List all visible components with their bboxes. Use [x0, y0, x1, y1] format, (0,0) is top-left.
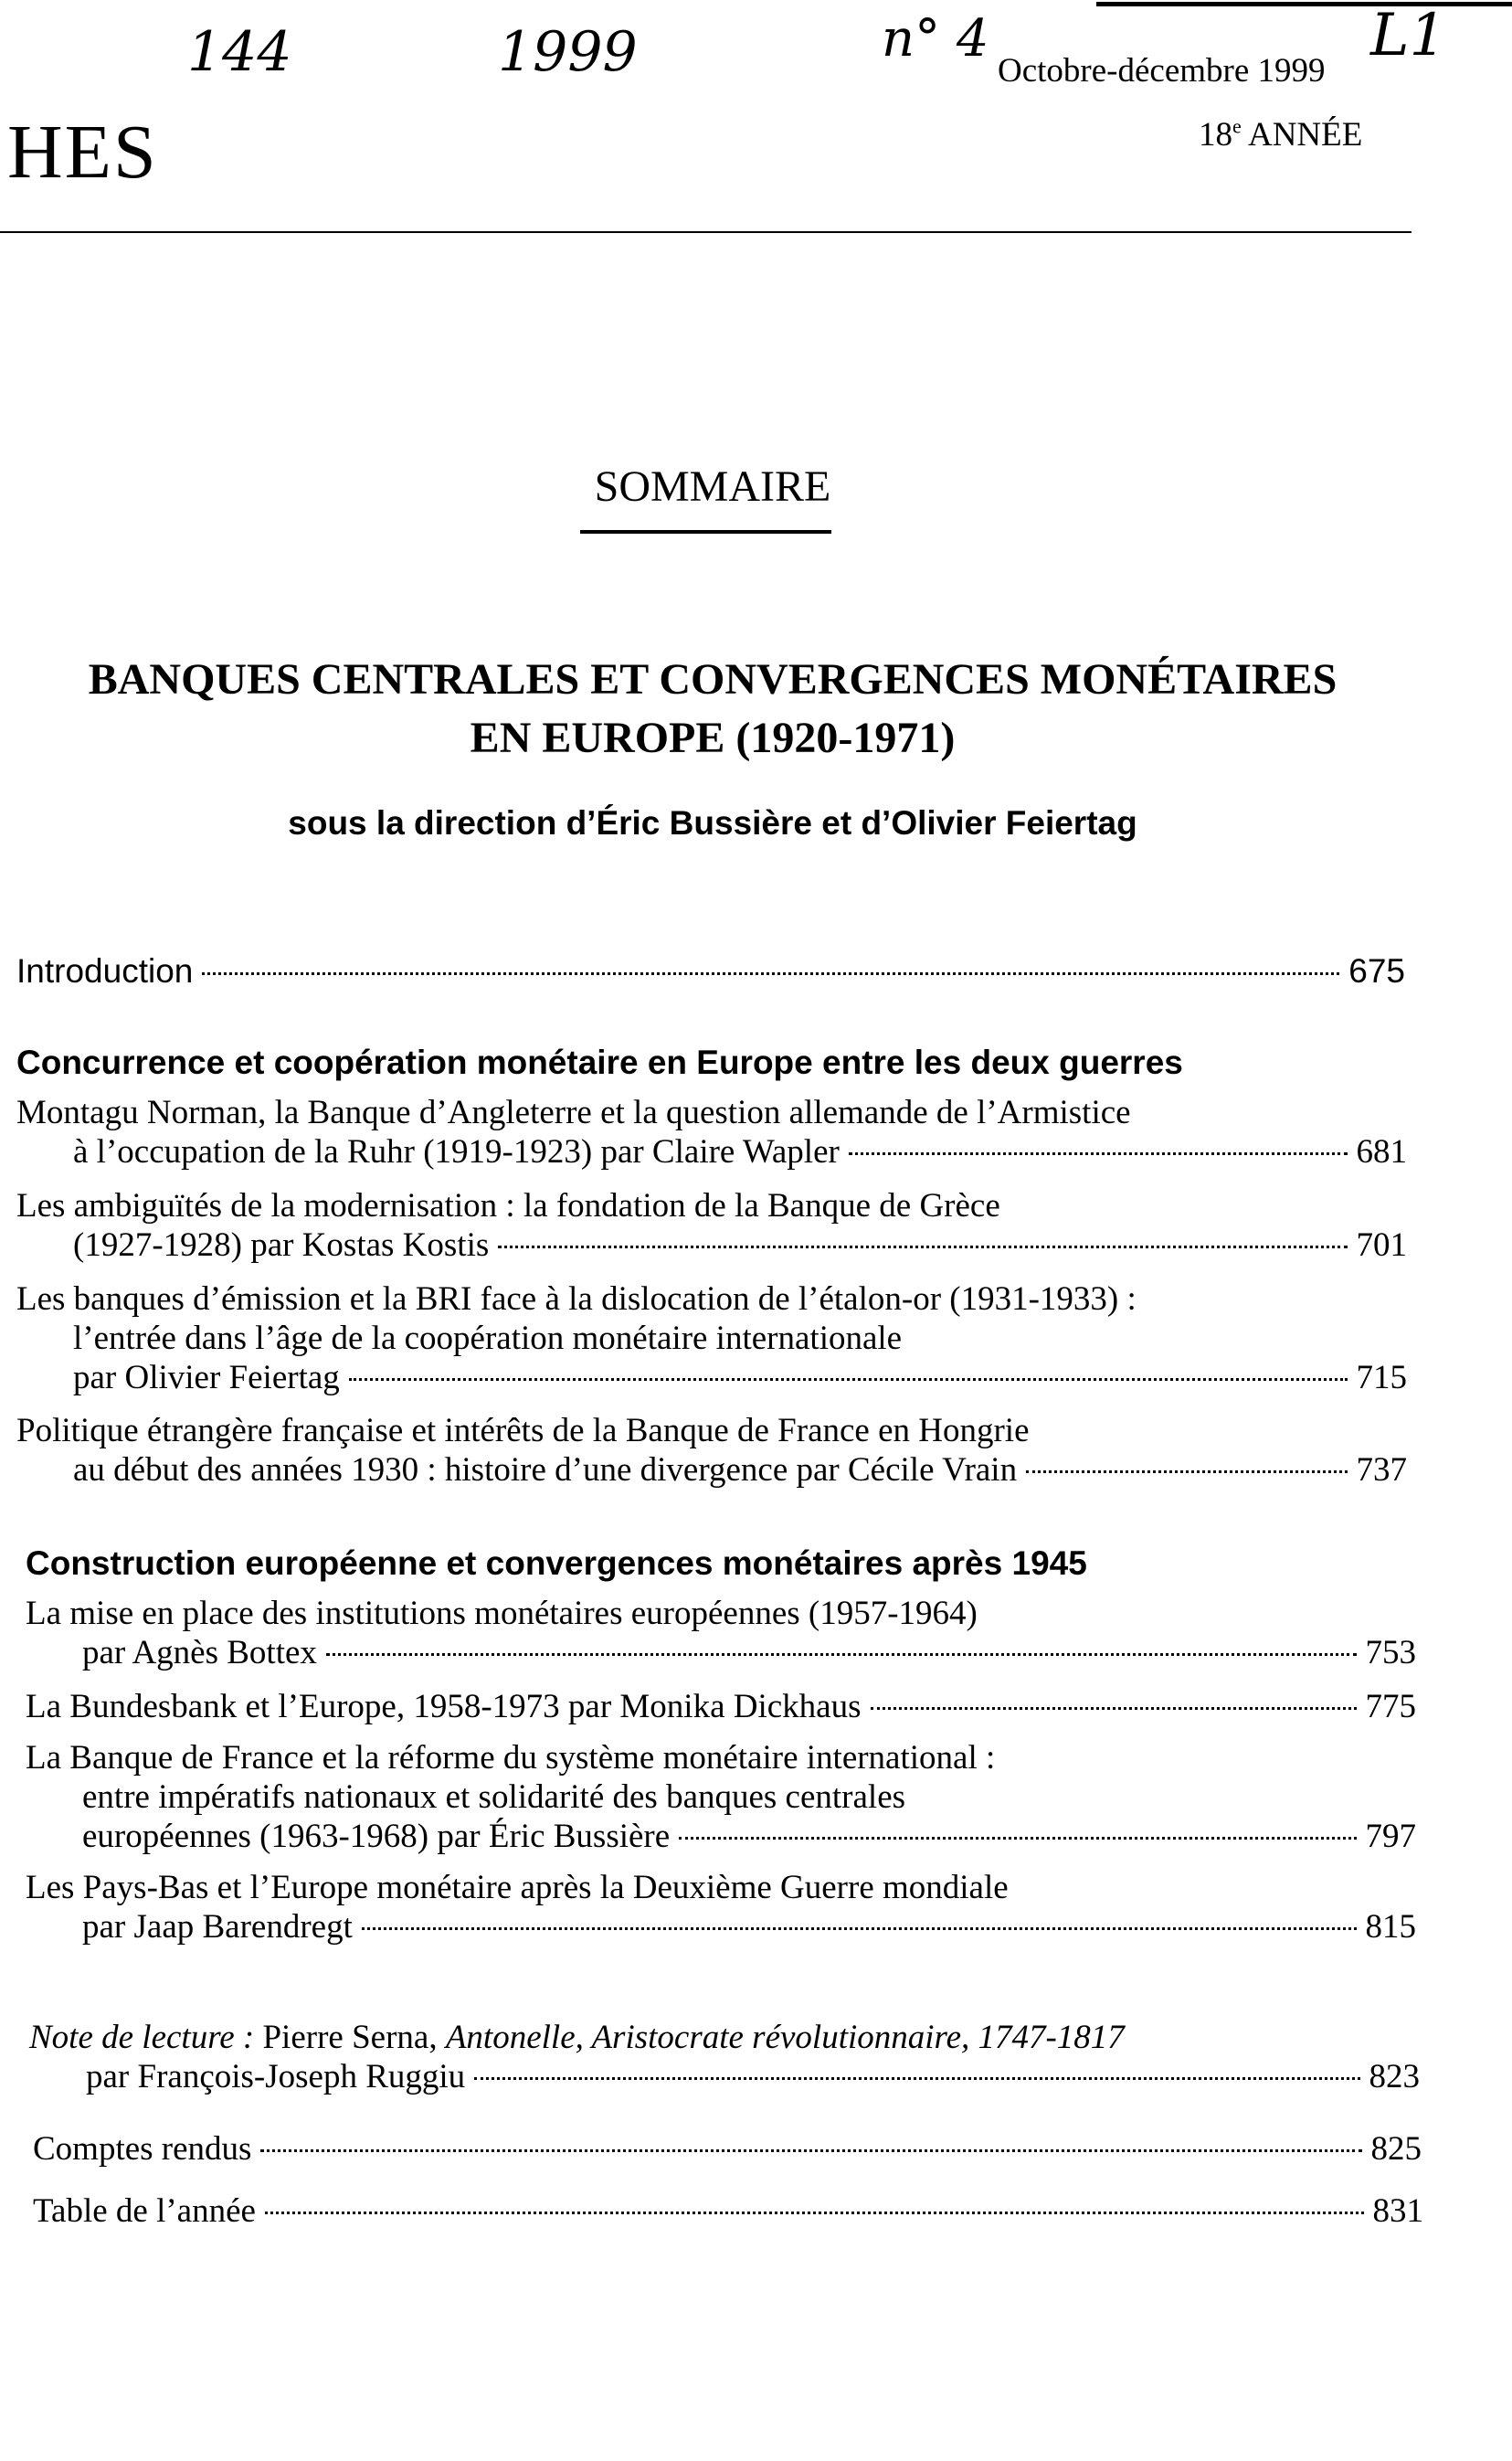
entry-page: 753	[1365, 1634, 1416, 1671]
entry-last-line	[29, 2057, 1420, 2096]
annee-num: 18	[1199, 116, 1232, 154]
entry-last-line	[16, 1450, 1407, 1490]
issue-period: Octobre-décembre 1999	[998, 52, 1326, 90]
table-page: 831	[1372, 2192, 1423, 2230]
toc-note	[29, 2018, 1420, 2096]
note-title: Antonelle, Aristocrate révolutionnaire, 1747-1817	[445, 2019, 1125, 2056]
leader-dots	[1026, 1470, 1347, 1473]
entry-line: Les banques d’émission et la BRI face à la dislocation de l’étalon-or (1931-1933) :	[16, 1280, 1137, 1318]
note-label: Note de lecture :	[29, 2019, 255, 2056]
leader-dots	[202, 972, 1339, 975]
toc-entry	[16, 1093, 1407, 1172]
table-label: Table de l’année	[33, 2192, 256, 2230]
entry-page: 715	[1356, 1359, 1407, 1396]
entry-page: 797	[1365, 1818, 1416, 1855]
entry-line: Les ambiguïtés de la modernisation : la fondation de la Banque de Grèce	[16, 1187, 1000, 1225]
entry-line: La mise en place des institutions monétaires européennes (1957-1964)	[26, 1595, 978, 1632]
toc-intro-label: Introduction	[16, 952, 194, 990]
entry-line: La Banque de France et la réforme du système monétaire international :	[26, 1739, 996, 1777]
toc-intro-page: 675	[1348, 952, 1405, 990]
top-edge-line	[1096, 2, 1512, 6]
annee-sup: e	[1232, 114, 1242, 138]
year-number	[1199, 115, 1362, 154]
header-rule	[0, 231, 1412, 233]
entry-line: par François-Joseph Ruggiu	[86, 2058, 466, 2095]
entry-page: 701	[1356, 1226, 1407, 1264]
entry-page: 823	[1369, 2058, 1420, 2095]
sommaire-heading: SOMMAIRE	[594, 462, 831, 511]
section1-title: Concurrence et coopération monétaire en Europe entre les deux guerres	[16, 1044, 1183, 1081]
journal-title: HES	[7, 110, 158, 195]
handwritten-issue: n° 4	[882, 9, 989, 69]
entry-line: par Jaap Barendregt	[82, 1908, 353, 1946]
toc-entry	[26, 1738, 1416, 1856]
entry-last-line	[16, 1358, 1407, 1397]
entry-page: 815	[1365, 1908, 1416, 1946]
leader-dots	[679, 1837, 1356, 1840]
leader-dots	[362, 1927, 1357, 1930]
annee-word: ANNÉE	[1241, 116, 1363, 154]
toc-entry	[26, 1868, 1416, 1947]
toc-entry	[16, 1186, 1407, 1265]
toc-comptes	[33, 2129, 1422, 2169]
toc-entry	[26, 1594, 1416, 1672]
toc-entry	[16, 1279, 1407, 1397]
leader-dots	[349, 1378, 1348, 1381]
leader-dots	[849, 1152, 1348, 1155]
entry-line: par Agnès Bottex	[82, 1634, 317, 1671]
entry-last-line	[26, 1633, 1416, 1672]
leader-dots	[265, 2212, 1364, 2214]
note-author: Pierre Serna,	[254, 2019, 446, 2056]
entry-page: 775	[1365, 1688, 1416, 1725]
dossier-title-line2: EN EUROPE (1920-1971)	[470, 714, 956, 762]
entry-last-line	[26, 1687, 1416, 1726]
entry-line: par Olivier Feiertag	[73, 1359, 340, 1396]
entry-last-line	[16, 1132, 1407, 1172]
entry-line: au début des années 1930 : histoire d’une divergence par Cécile Vrain	[73, 1451, 1018, 1489]
comptes-page: 825	[1370, 2130, 1422, 2168]
leader-dots	[474, 2077, 1359, 2080]
toc-table	[33, 2191, 1423, 2231]
entry-line: l’entrée dans l’âge de la coopération monétaire internationale	[73, 1320, 903, 1357]
sommaire-underline	[580, 530, 831, 534]
entry-line: Montagu Norman, la Banque d’Angleterre et la question allemande de l’Armistice	[16, 1094, 1131, 1131]
entry-line: à l’occupation de la Ruhr (1919-1923) par Claire Wapler	[73, 1133, 840, 1171]
leader-dots	[871, 1707, 1357, 1710]
handwritten-number: 144	[187, 20, 292, 84]
entry-page: 681	[1356, 1133, 1407, 1171]
entry-line: (1927-1928) par Kostas Kostis	[73, 1226, 490, 1264]
entry-line: Politique étrangère française et intérêts de la Banque de France en Hongrie	[16, 1412, 1030, 1449]
section2-title: Construction européenne et convergences monétaires après 1945	[26, 1544, 1087, 1582]
entry-page: 737	[1356, 1451, 1407, 1489]
leader-dots	[260, 2149, 1361, 2152]
leader-dots	[326, 1653, 1357, 1656]
dossier-direction: sous la direction d’Éric Bussière et d’Olivier Feiertag	[288, 804, 1137, 842]
toc-intro	[16, 952, 1405, 991]
note-first-line	[29, 2018, 1420, 2057]
handwritten-mark: L1	[1370, 2, 1447, 69]
entry-last-line	[16, 1225, 1407, 1265]
entry-last-line	[26, 1907, 1416, 1947]
entry-line: européennes (1963-1968) par Éric Bussière	[82, 1818, 671, 1855]
entry-line: entre impératifs nationaux et solidarité des banques centrales	[82, 1778, 906, 1816]
entry-line: Les Pays-Bas et l’Europe monétaire après la Deuxième Guerre mondiale	[26, 1869, 1009, 1906]
comptes-label: Comptes rendus	[33, 2130, 252, 2168]
entry-line: La Bundesbank et l’Europe, 1958-1973 par Monika Dickhaus	[26, 1688, 862, 1725]
handwritten-year: 1999	[498, 20, 638, 84]
dossier-title-line1: BANQUES CENTRALES ET CONVERGENCES MONÉTAIRES	[88, 655, 1338, 704]
dossier-title	[0, 651, 1425, 768]
toc-entry	[26, 1687, 1416, 1726]
leader-dots	[498, 1246, 1347, 1248]
entry-last-line	[26, 1817, 1416, 1856]
toc-entry	[16, 1411, 1407, 1490]
